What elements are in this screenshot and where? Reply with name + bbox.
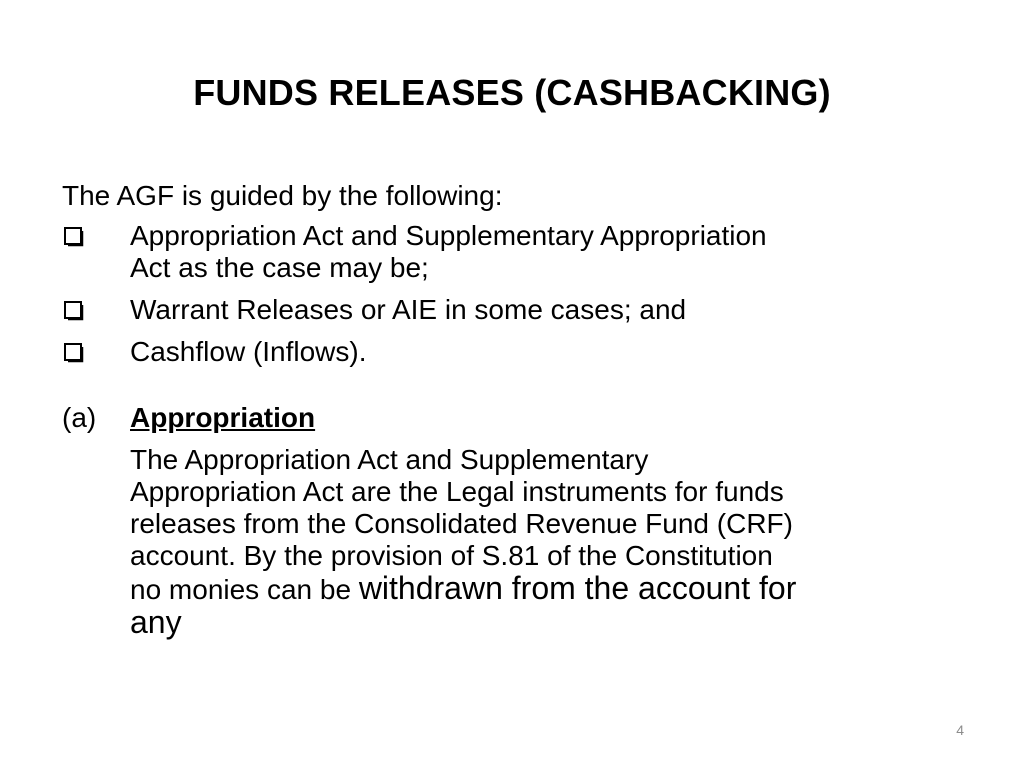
page-number: 4 — [956, 722, 964, 738]
section-paragraph — [130, 444, 960, 640]
section-heading: Appropriation — [130, 402, 316, 433]
paragraph-line: Appropriation Act are the Legal instruments for funds — [130, 476, 784, 507]
list-item — [62, 336, 962, 368]
slide-body — [62, 180, 962, 640]
section-heading-row — [62, 402, 962, 434]
paragraph-tail: any — [130, 604, 182, 640]
list-item-line: Act as the case may be; — [130, 252, 429, 283]
checkbox-square-icon — [62, 336, 130, 368]
bullet-list — [62, 220, 962, 368]
paragraph-line: releases from the Consolidated Revenue Fund (CRF) — [130, 508, 793, 539]
intro-text: The AGF is guided by the following: — [62, 180, 503, 211]
paragraph-line: account. By the provision of S.81 of the Constitution — [130, 540, 773, 571]
checkbox-square-icon — [62, 220, 130, 252]
list-item-text: Warrant Releases or AIE in some cases; and — [130, 294, 687, 325]
paragraph-line-large: withdrawn from the account for — [358, 570, 797, 606]
list-item-text: Cashflow (Inflows). — [130, 336, 367, 367]
section-marker: (a) — [62, 402, 97, 433]
paragraph-line: The Appropriation Act and Supplementary — [130, 444, 649, 475]
list-item-line: Appropriation Act and Supplementary Appropriation — [130, 220, 767, 251]
checkbox-square-icon — [62, 294, 130, 326]
slide-title: FUNDS RELEASES (CASHBACKING) — [193, 72, 831, 113]
list-item — [62, 294, 962, 326]
list-item-text — [130, 220, 962, 284]
list-item — [62, 220, 962, 284]
paragraph-line-small: no monies can be — [130, 574, 359, 605]
